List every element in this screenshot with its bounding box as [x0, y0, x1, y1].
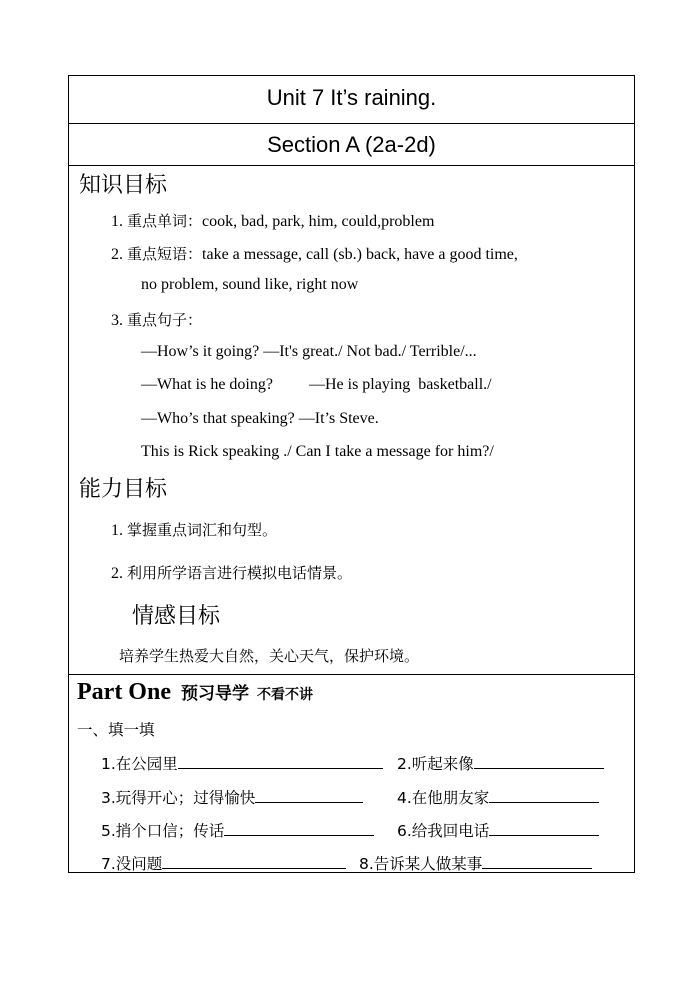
answer-blank[interactable]: [162, 854, 346, 869]
fill-item: [397, 752, 604, 774]
answer-blank[interactable]: [489, 788, 599, 803]
worksheet-table: [68, 75, 635, 873]
knowledge-item-continuation: no problem, sound like, right now: [141, 276, 359, 293]
knowledge-item: [111, 210, 434, 231]
divider: [69, 123, 634, 124]
emotion-goals-heading: 情感目标: [132, 604, 221, 629]
fill-item: [101, 752, 383, 774]
item-text: 利用所学语言进行模拟电话情景。: [127, 564, 353, 582]
fill-item: [101, 786, 363, 808]
item-text: cook, bad, park, him, could,problem: [202, 213, 435, 230]
item-label: 重点短语：: [127, 245, 203, 263]
ability-goals-heading: 能力目标: [79, 477, 168, 502]
answer-blank[interactable]: [255, 788, 363, 803]
emotion-goals-text: 培养学生热爱大自然，关心天气，保护环境。: [119, 647, 420, 665]
fill-item: [397, 786, 599, 808]
fill-prompt: 1.在公园里: [101, 755, 178, 773]
key-sentence: This is Rick speaking ./ Can I take a message for him?/: [141, 443, 494, 460]
key-sentence: —What is he doing? —He is playing basketball./: [141, 376, 492, 393]
item-number: 2.: [111, 246, 123, 263]
part-one-note: 不看不讲: [256, 687, 313, 703]
fill-prompt: 7.没问题: [101, 855, 163, 873]
ability-item: [111, 562, 352, 583]
answer-blank[interactable]: [474, 754, 604, 769]
fill-prompt: 2.听起来像: [397, 755, 474, 773]
answer-blank[interactable]: [482, 854, 592, 869]
unit-title: Unit 7 It’s raining.: [266, 85, 437, 110]
item-label: 重点单词：: [127, 212, 203, 230]
part-one-title: Part One: [77, 679, 171, 705]
item-number: 1.: [111, 522, 123, 539]
part-one-subtitle: 预习导学: [180, 684, 249, 704]
fill-item: [359, 852, 592, 874]
part-one-title-row: [77, 679, 313, 706]
fill-item: [397, 819, 599, 841]
answer-blank[interactable]: [489, 821, 599, 836]
fill-prompt: 3.玩得开心；过得愉快: [101, 789, 256, 807]
knowledge-item: [111, 309, 202, 330]
fill-prompt: 6.给我回电话: [397, 822, 490, 840]
item-text: take a message, call (sb.) back, have a good time,: [202, 246, 518, 263]
item-text: 掌握重点词汇和句型。: [127, 521, 278, 539]
section-title: Section A (2a-2d): [267, 132, 436, 157]
fill-prompt: 4.在他朋友家: [397, 789, 490, 807]
fill-item: [101, 819, 374, 841]
item-label: 重点句子：: [127, 311, 203, 329]
ability-item: [111, 519, 277, 540]
knowledge-goals-heading: 知识目标: [79, 173, 168, 198]
key-sentence: —How’s it going? —It's great./ Not bad./ Terrible/...: [141, 343, 477, 360]
item-number: 3.: [111, 312, 123, 329]
fill-section-label: 一、填一填: [77, 721, 155, 739]
fill-item: [101, 852, 346, 874]
item-number: 2.: [111, 565, 123, 582]
key-sentence: —Who’s that speaking? —It’s Steve.: [141, 410, 379, 427]
answer-blank[interactable]: [178, 754, 383, 769]
answer-blank[interactable]: [224, 821, 374, 836]
knowledge-item: [111, 243, 518, 264]
fill-prompt: 8.告诉某人做某事: [359, 855, 483, 873]
divider: [69, 674, 634, 675]
fill-prompt: 5.捎个口信；传话: [101, 822, 225, 840]
divider: [69, 165, 634, 166]
item-number: 1.: [111, 213, 123, 230]
